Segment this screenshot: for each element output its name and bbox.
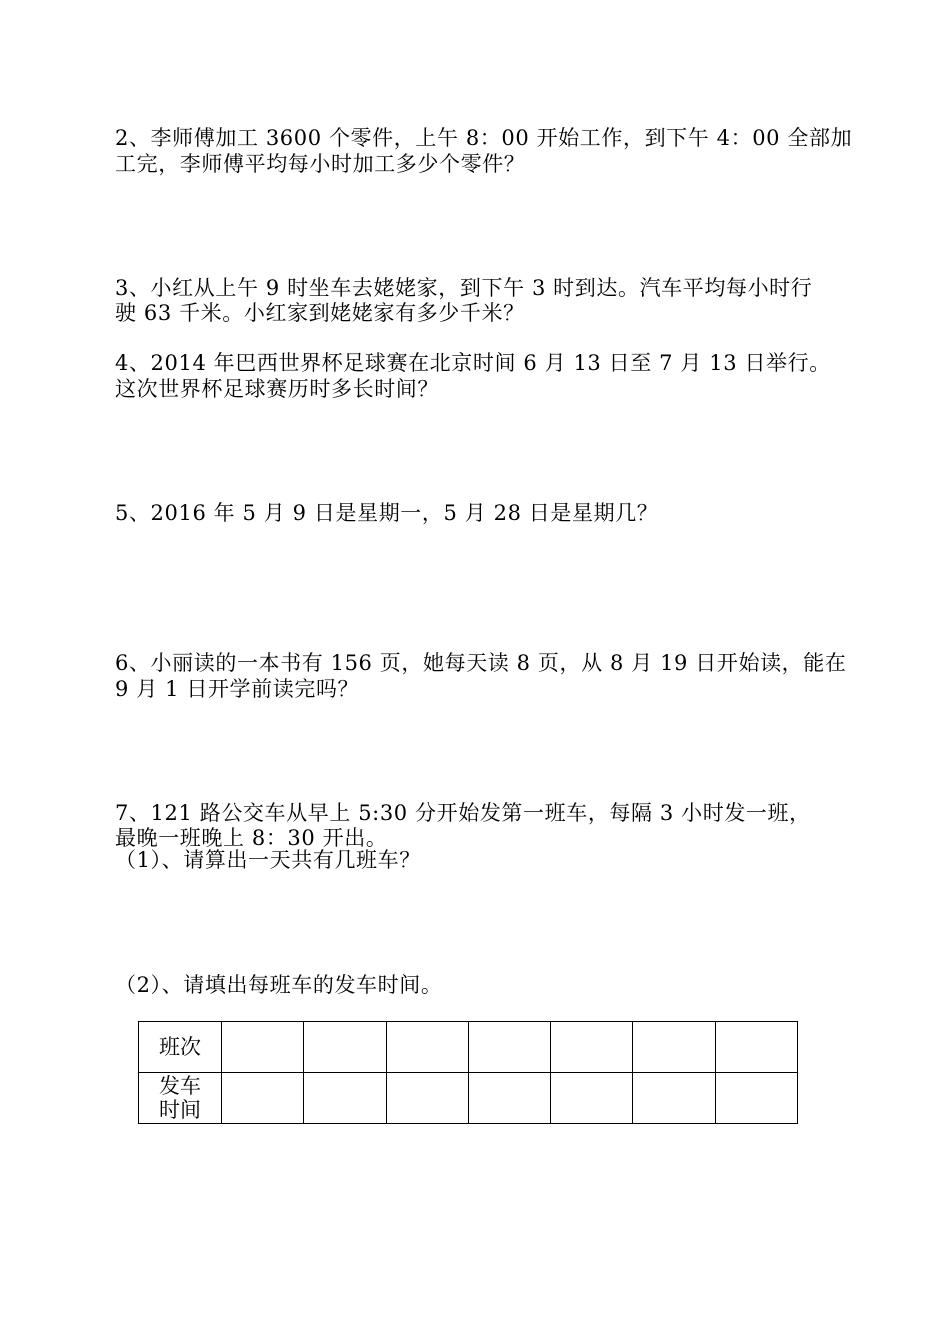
question-6-line-2: 9 月 1 日开学前读完吗？ <box>115 677 360 701</box>
trip-cell[interactable] <box>633 1022 715 1073</box>
bus-schedule-table <box>138 1021 798 1124</box>
question-7-line-2: 最晚一班晚上 8：30 开出。 <box>115 826 388 850</box>
departure-cell[interactable] <box>222 1073 304 1124</box>
question-4-line-2: 这次世界杯足球赛历时多长时间？ <box>115 377 439 401</box>
row-label-trip: 班次 <box>139 1022 222 1073</box>
departure-cell[interactable] <box>386 1073 468 1124</box>
question-7-line-1: 7、121 路公交车从早上 5:30 分开始发第一班车，每隔 3 小时发一班， <box>115 801 811 825</box>
row-label-departure-line-2: 时间 <box>159 1098 201 1122</box>
question-5-line-1: 5、2016 年 5 月 9 日是星期一，5 月 28 日是星期几？ <box>115 501 659 525</box>
table-row-trip-number <box>139 1022 798 1073</box>
departure-cell[interactable] <box>551 1073 633 1124</box>
departure-cell[interactable] <box>633 1073 715 1124</box>
question-7-part-2: （2）、请填出每班车的发车时间。 <box>115 973 443 997</box>
question-6-line-1: 6、小丽读的一本书有 156 页，她每天读 8 页，从 8 月 19 日开始读，能在 <box>115 651 847 675</box>
question-7-part-1: （1）、请算出一天共有几班车？ <box>115 848 421 872</box>
trip-cell[interactable] <box>715 1022 797 1073</box>
question-3-line-1: 3、小红从上午 9 时坐车去姥姥家，到下午 3 时到达。汽车平均每小时行 <box>115 276 813 300</box>
departure-cell[interactable] <box>468 1073 550 1124</box>
departure-cell[interactable] <box>304 1073 386 1124</box>
table-row-departure-time <box>139 1073 798 1124</box>
trip-cell[interactable] <box>468 1022 550 1073</box>
row-label-departure <box>139 1073 222 1124</box>
question-4-line-1: 4、2014 年巴西世界杯足球赛在北京时间 6 月 13 日至 7 月 13 日举行。 <box>115 351 831 375</box>
question-2-line-1: 2、李师傅加工 3600 个零件，上午 8：00 开始工作，到下午 4：00 全部加 <box>115 126 853 150</box>
question-3-line-2: 驶 63 千米。小红家到姥姥家有多少千米？ <box>115 301 525 325</box>
trip-cell[interactable] <box>304 1022 386 1073</box>
trip-cell[interactable] <box>551 1022 633 1073</box>
question-2-line-2: 工完，李师傅平均每小时加工多少个零件？ <box>115 152 526 176</box>
departure-cell[interactable] <box>715 1073 797 1124</box>
trip-cell[interactable] <box>386 1022 468 1073</box>
trip-cell[interactable] <box>222 1022 304 1073</box>
row-label-departure-line-1: 发车 <box>159 1074 201 1098</box>
